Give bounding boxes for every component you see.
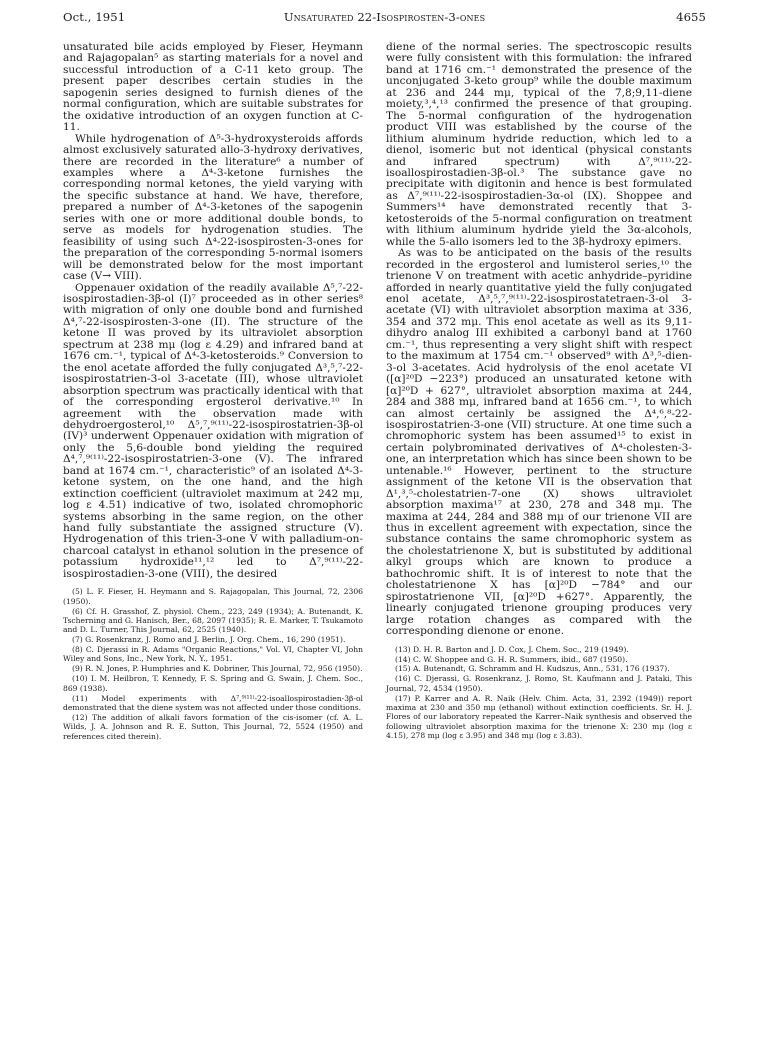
running-head (63, 10, 706, 28)
body-paragraph: Oppenauer oxidation of the readily available Δ⁵,⁷-22-isospirostadien-3β-ol (I)⁷ proceeded as in other series⁸ with migration of only one double bond and furnished Δ⁴,⁷-22-isospirosten-3-one (II). The structure of the ketone II was proved by its ultraviolet absorption spectrum at 238 mμ (log ε 4.29) and infrared band at 1676 cm.⁻¹, typical of Δ⁴-3-ketosteroids.⁹ Conversion to the enol acetate afforded the fully conjugated Δ³,⁵,⁷-22-isospirostatrien-3-ol 3-acetate (III), whose ultraviolet absorption spectrum was practically identical with that of the corresponding ergosterol derivative.¹⁰ In agreement with the observation made with dehydroergosterol,¹⁰ Δ⁵,⁷,⁹⁽¹¹⁾-22-isospirostatrien-3β-ol (IV)³ underwent Oppenauer oxidation with migration of only the 5,6-double bond yielding the required Δ⁴,⁷,⁹⁽¹¹⁾-22-isospirostatrien-3-one (V). The infrared band at 1674 cm.⁻¹, characteristic⁹ of an isolated Δ⁴-3-ketone system, on the one hand, and the high extinction coefficient (ultraviolet maximum at 242 mμ, log ε 4.51) indicative of two, isolated chromophoric systems absorbing in the same region, on the other hand fully substantiate the assigned structure (V). Hydrogenation of this trien-3-one V with palladium-on-charcoal catalyst in ethanol solution in the presence of potassium hydroxide¹¹,¹² led to Δ⁷,⁹⁽¹¹⁾-22-isospirostadien-3-one (VIII), the desired (63, 281, 363, 580)
right-column (386, 42, 692, 741)
body-paragraph: unsaturated bile acids employed by Fieser, Heymann and Rajagopalan⁵ as starting materials for a novel and successful introduction of a C-11 keto group. The present paper describes certain studies in the sapogenin series designed to furnish dienes of the normal configuration, which are suitable substrates for the oxidative introduction of an oxygen function at C-11. (63, 41, 363, 134)
footnotes (63, 587, 363, 741)
body-paragraph: While hydrogenation of Δ⁵-3-hydroxysteroids affords almost exclusively saturated allo-3-hydroxy derivatives, there are recorded in the literature⁶ a number of examples where a Δ⁴-3-ketone furnishes the corresponding normal ketones, the yield varying with the specific substance at hand. We have, therefore, prepared a number of Δ⁴-3-ketones of the sapogenin series with one or more additional double bonds, to serve as models for hydrogenation studies. The feasibility of using such Δ⁴-22-isospirosten-3-ones for the preparation of the corresponding 5-normal isomers will be demonstrated below for the most important case (V→ VIII). (63, 132, 363, 283)
footnote: (10) I. M. Heilbron, T. Kennedy, F. S. Spring and G. Swain, J. Chem. Soc., 869 (1938). (63, 674, 363, 693)
footnote: (16) C. Djerassi, G. Rosenkranz, J. Romo, St. Kaufmann and J. Pataki, This Journal, 72, 4534 (1950). (386, 674, 692, 693)
footnote: (6) Cf. H. Grasshof, Z. physiol. Chem., 223, 249 (1934); A. Butenandt, K. Tscherning and G. Hanisch, Ber., 68, 2097 (1935); R. E. Marker, T. Tsukamoto and D. L. Turner, This Journal, 62, 2525 (1940). (63, 606, 363, 635)
footnote: (17) P. Karrer and A. R. Naik (Helv. Chim. Acta, 31, 2392 (1949)) report maxima at 230 and 350 mμ (ethanol) without extinction coefficients. Sr. H. J. Flores of our laboratory repeated the Karrer–Naik synthesis and observed the following ultraviolet absorption maxima for the trienone X: 230 mμ (log ε 4.15), 278 mμ (log ε 3.95) and 348 mμ (log ε 3.83). (386, 693, 692, 741)
footnote: (13) D. H. R. Barton and J. D. Cox, J. Chem. Soc., 219 (1949). (395, 644, 629, 654)
body-paragraph: As was to be anticipated on the basis of the results recorded in the ergosterol and lumisterol series,¹⁰ the trienone V on treatment with acetic anhydride–pyridine afforded in nearly quantitative yield the fully conjugated enol acetate, Δ³,⁵,⁷,⁹⁽¹¹⁾-22-isospirostatetraen-3-ol 3-acetate (VI) with ultraviolet absorption maxima at 336, 354 and 372 mμ. This enol acetate as well as its 9,11-dihydro analog III exhibited a carbonyl band at 1760 cm.⁻¹, thus representing a very slight shift with respect to the maximum at 1754 cm.⁻¹ observed⁹ with Δ³,⁵-dien-3-ol 3-acetates. Acid hydrolysis of the enol acetate VI ([α]²⁰D −223°) produced an unsaturated ketone with [α]²⁰D + 627°, ultraviolet absorption maxima at 244, 284 and 388 mμ, infrared band at 1656 cm.⁻¹, to which can almost certainly be assigned the Δ⁴,⁶,⁸-22-isospirostatrien-3-one (VII) structure. At one time such a chromophoric system has been assumed¹⁵ to exist in certain polybrominated derivatives of Δ⁴-cholesten-3-one, an interpretation which has since been shown to be untenable.¹⁶ However, pertinent to the structure assignment of the ketone VII is the observation that Δ¹,³,⁵-cholestatrien-7-one (X) shows ultraviolet absorption maxima¹⁷ at 230, 278 and 348 mμ. The maxima at 244, 284 and 388 mμ of our trienone VII are thus in excellent agreement with expectation, since the substance contains the same chromophoric system as the cholestatrienone X, but is substituted by additional alkyl groups which are known to produce a bathochromic shift. It is of interest to note that the cholestatrienone X has [α]²⁰D −784° and our spirostatrienone VII, [α]²⁰D +627°. Apparently, the linearly conjugated trienone grouping produces very large rotation changes as compared with the corresponding dienone or enone. (386, 247, 692, 638)
footnote: (5) L. F. Fieser, H. Heymann and S. Rajagopalan, This Journal, 72, 2306 (1950). (63, 587, 363, 606)
footnote: (15) A. Butenandt, G. Schramm and H. Kudszus, Ann., 531, 176 (1937). (395, 664, 670, 674)
footnote: (12) The addition of alkali favors formation of the cis-isomer (cf. A. L. Wilds, J. A. Johnson and R. E. Sutton, This Journal, 72, 5524 (1950) and references cited therein). (63, 712, 363, 741)
footnote: (7) G. Rosenkranz, J. Romo and J. Berlin, J. Org. Chem., 16, 290 (1951). (72, 635, 346, 645)
issue-date: Oct., 1951 (63, 10, 126, 24)
footnote: (14) C. W. Shoppee and G. H. R. Summers, ibid., 687 (1950). (395, 654, 628, 664)
page-number: 4655 (676, 10, 706, 24)
footnotes (386, 645, 692, 741)
body-paragraph: diene of the normal series. The spectroscopic results were fully consistent with this formulation: the infrared band at 1716 cm.⁻¹ demonstrated the presence of the unconjugated 3-keto group⁹ while the double maximum at 236 and 244 mμ, typical of the 7,8;9,11-diene moiety,³,⁴,¹³ confirmed the presence of that grouping. The 5-normal configuration of the hydrogenation product VIII was established by the course of the lithium aluminum hydride reduction, which led to a dienol, isomeric but not identical (physical constants and infrared spectrum) with Δ⁷,⁹⁽¹¹⁾-22-isoallospirostadien-3β-ol.³ The substance gave no precipitate with digitonin and hence is best formulated as Δ⁷,⁹⁽¹¹⁾-22-isospirostadien-3α-ol (IX). Shoppee and Summers¹⁴ have demonstrated recently that 3-ketosteroids of the 5-normal configuration on treatment with lithium aluminum hydride yield the 3α-alcohols, while the 5-allo isomers led to the 3β-hydroxy epimers. (386, 41, 692, 248)
footnote: (8) C. Djerassi in R. Adams "Organic Reactions," Vol. VI, Chapter VI, John Wiley and Sons, Inc., New York, N. Y., 1951. (63, 645, 363, 664)
running-title: Unsaturated 22-Isospirosten-3-ones (283, 10, 486, 24)
left-column (63, 42, 363, 742)
footnote: (9) R. N. Jones, P. Humphries and K. Dobriner, This Journal, 72, 956 (1950). (72, 664, 363, 674)
footnote: (11) Model experiments with Δ⁷,⁹⁽¹¹⁾-22-isoallospirostadien-3β-ol demonstrated that the diene system was not affected under those conditions. (63, 693, 363, 712)
